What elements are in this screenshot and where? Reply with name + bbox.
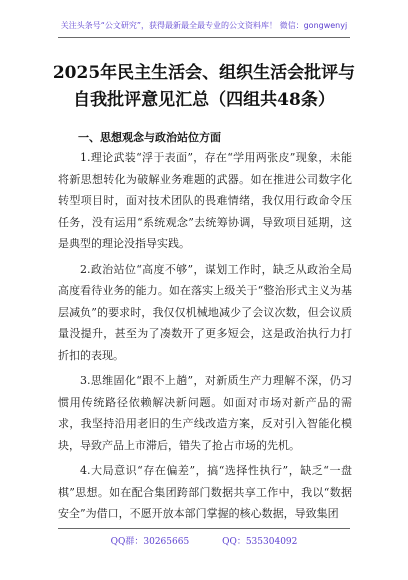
qq-number: QQ：535304092 xyxy=(222,537,298,547)
section-heading: 一、思想观念与政治站位方面 xyxy=(78,131,221,144)
footer xyxy=(0,534,408,547)
document-title: 2025年民主生活会、组织生活会批评与自我批评意见汇总（四组共48条） xyxy=(52,63,356,110)
paragraph-3: 3.思维固化“跟不上趟”，对新质生产力理解不深，仍习惯用传统路径依赖解决新问题。如面对市场对新产品的需求，我坚持沿用老旧的生产线改造方案，反对引入智能化模块，导致产品上市滞后，错失了抢占市场的先机。 xyxy=(58,374,352,452)
header-note: 关注头条号“公文研究”，获得最新最全最专业的公文资料库！ 微信：gongwenyj xyxy=(60,21,348,30)
paragraph-4: 4.大局意识“存在偏差”，搞“选择性执行”，缺乏“一盘棋”思想。如在配合集团跨部门数据共享工作中，我以“数据安全”为借口，不愿开放本部门掌握的核心数据，导致集团 xyxy=(58,464,352,520)
qq-group-number: QQ群：30265665 xyxy=(110,537,190,547)
paragraph-1: 1.理论武装“浮于表面”，存在“学用两张皮”现象，未能将新思想转化为破解业务难题的武器。如在推进公司数字化转型项目时，面对技术团队的畏难情绪，我仅用行政命令压任务，没有运用“系统观念”去统筹协调，导致项目延期，这是典型的理论没指导实践。 xyxy=(58,151,352,250)
document-body xyxy=(58,147,352,529)
footer-divider xyxy=(58,528,350,529)
paragraph-2: 2.政治站位“高度不够”，谋划工作时，缺乏从政治全局高度看待业务的能力。如在落实上级关于“整治形式主义为基层减负”的要求时，我仅仅机械地减少了会议次数，但会议质量没提升，甚至为了凑数开了更多短会，这是政治执行力打折扣的表现。 xyxy=(58,262,352,362)
header-divider xyxy=(58,37,350,38)
